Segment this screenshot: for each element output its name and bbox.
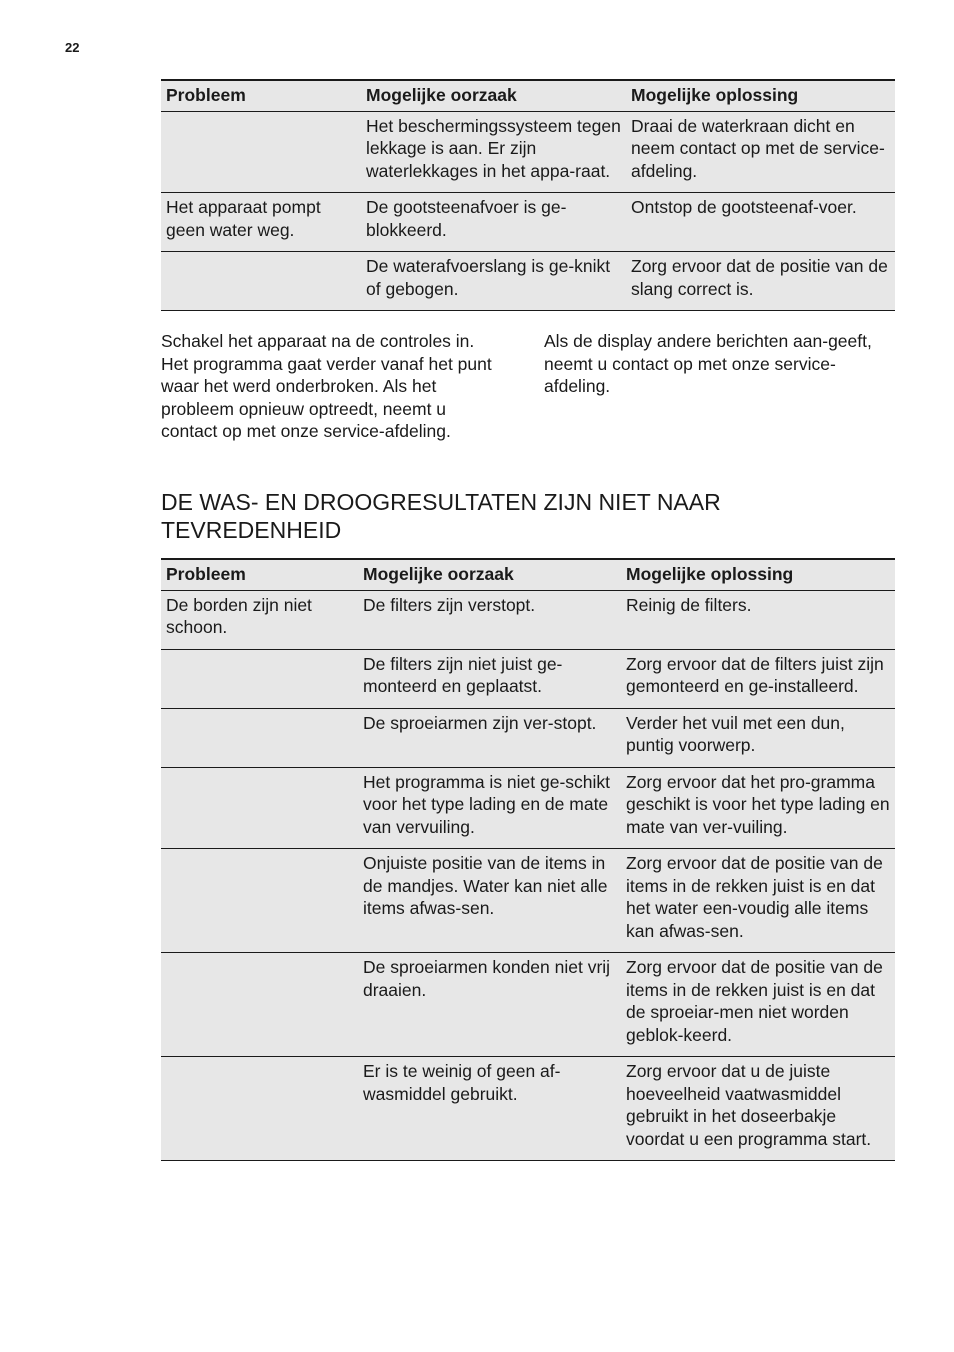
- table-row: [161, 252, 895, 311]
- cell-problem: De borden zijn niet schoon.: [161, 590, 358, 649]
- header-solution: Mogelijke oplossing: [626, 80, 895, 111]
- cell-cause: Het programma is niet ge-schikt voor het type lading en de mate van vervuiling.: [358, 767, 621, 849]
- table-row: [161, 953, 895, 1057]
- table-row: [161, 649, 895, 708]
- cell-cause: De waterafvoerslang is ge-knikt of gebogen.: [361, 252, 626, 311]
- page-number: 22: [65, 40, 80, 55]
- cell-cause: Het beschermingssysteem tegen lekkage is aan. Er zijn waterlekkages in het appa-raat.: [361, 111, 626, 193]
- table-row: [161, 590, 895, 649]
- cell-problem: [161, 649, 358, 708]
- cell-solution: Zorg ervoor dat de filters juist zijn gemonteerd en ge-installeerd.: [621, 649, 895, 708]
- cell-solution: Zorg ervoor dat u de juiste hoeveelheid vaatwasmiddel gebruikt in het doseerbakje voordat u een programma start.: [621, 1057, 895, 1161]
- cell-problem: [161, 252, 361, 311]
- header-problem: Probleem: [161, 80, 361, 111]
- cell-problem: [161, 953, 358, 1057]
- cell-problem: Het apparaat pompt geen water weg.: [161, 193, 361, 252]
- table-row: [161, 111, 895, 193]
- cell-problem: [161, 111, 361, 193]
- cell-solution: Zorg ervoor dat de positie van de slang correct is.: [626, 252, 895, 311]
- header-cause: Mogelijke oorzaak: [358, 559, 621, 590]
- section-title: DE WAS- EN DROOGRESULTATEN ZIJN NIET NAAR TEVREDENHEID: [161, 489, 721, 543]
- header-problem: Probleem: [161, 559, 358, 590]
- cell-solution: Ontstop de gootsteenaf-voer.: [626, 193, 895, 252]
- header-cause: Mogelijke oorzaak: [361, 80, 626, 111]
- header-solution: Mogelijke oplossing: [621, 559, 895, 590]
- cell-solution: Verder het vuil met een dun, puntig voorwerp.: [621, 708, 895, 767]
- cell-solution: Draai de waterkraan dicht en neem contact op met de service-afdeling.: [626, 111, 895, 193]
- cell-solution: Zorg ervoor dat de positie van de items in de rekken juist is en dat de sproeiar-men niet worden geblok-keerd.: [621, 953, 895, 1057]
- troubleshooting-table-drain: [161, 79, 895, 311]
- table-row: [161, 849, 895, 953]
- cell-cause: De sproeiarmen zijn ver-stopt.: [358, 708, 621, 767]
- restart-instructions: Schakel het apparaat na de controles in. Het programma gaat verder vanaf het punt waar het werd onderbroken. Als het probleem opnieuw optreedt, neemt u contact op met onze service-afdeling.: [161, 331, 492, 441]
- cell-problem: [161, 1057, 358, 1161]
- cell-cause: De filters zijn niet juist ge-monteerd en geplaatst.: [358, 649, 621, 708]
- cell-cause: Onjuiste positie van de items in de mandjes. Water kan niet alle items afwas-sen.: [358, 849, 621, 953]
- troubleshooting-table-results: [161, 558, 895, 1161]
- cell-problem: [161, 708, 358, 767]
- cell-solution: Zorg ervoor dat de positie van de items in de rekken juist is en dat het water een-voudig alle items kan afwas-sen.: [621, 849, 895, 953]
- table-row: [161, 193, 895, 252]
- display-message-instructions: Als de display andere berichten aan-geeft, neemt u contact op met onze service-afdeling.: [544, 331, 872, 396]
- table-row: [161, 767, 895, 849]
- cell-cause: De sproeiarmen konden niet vrij draaien.: [358, 953, 621, 1057]
- table-row: [161, 1057, 895, 1161]
- cell-cause: Er is te weinig of geen af-wasmiddel gebruikt.: [358, 1057, 621, 1161]
- cell-problem: [161, 767, 358, 849]
- cell-cause: De filters zijn verstopt.: [358, 590, 621, 649]
- cell-solution: Reinig de filters.: [621, 590, 895, 649]
- table-header-row: [161, 80, 895, 111]
- table-header-row: [161, 559, 895, 590]
- cell-problem: [161, 849, 358, 953]
- cell-cause: De gootsteenafvoer is ge-blokkeerd.: [361, 193, 626, 252]
- cell-solution: Zorg ervoor dat het pro-gramma geschikt is voor het type lading en mate van ver-vuiling.: [621, 767, 895, 849]
- table-row: [161, 708, 895, 767]
